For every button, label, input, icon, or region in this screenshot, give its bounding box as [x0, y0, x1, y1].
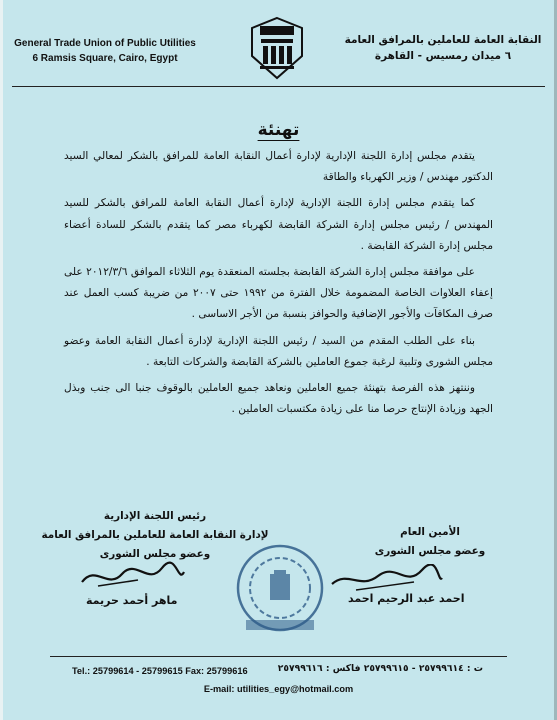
- paragraph-4: بناء على الطلب المقدم من السيد / رئيس اللجنة الإدارية لإدارة أعمال النقابة العامة وعضو مجلس الشورى وتلبية لرغبة جموع العاملين بالشركة القابضة والشركات التابعة .: [64, 334, 493, 368]
- address-english: 6 Ramsis Square, Cairo, Egypt: [32, 53, 178, 64]
- org-name-arabic: النقابة العامة للعاملين بالمرافق العامة: [344, 34, 542, 46]
- paragraph-3: على موافقة مجلس إدارة الشركة القابضة بجلسته المنعقدة يوم الثلاثاء الموافق ٢٠١٢/٣/٦ على إعفاء العلاوات الخاصة المضمومة خلال الفترة من ١٩٩٢ حتى ٢٠٠٧ من ضريبة كسب العمل عند صرف المكافآت والأجور الإضافية والحوافز بنسبة من الأجر الاساسى .: [64, 266, 493, 321]
- secretary-council: وعضو مجلس الشورى: [374, 545, 486, 557]
- chair-name: ماهر أحمد حريمة: [86, 594, 178, 607]
- footer-phone-english: Tel.: 25799614 - 25799615 Fax: 25799616: [72, 666, 248, 676]
- secretary-name: احمد عبد الرحيم احمد: [348, 592, 465, 605]
- secretary-title: الأمين العام: [400, 526, 460, 538]
- footer-email: E-mail: utilities_egy@hotmail.com: [203, 684, 354, 694]
- paragraph-1: يتقدم مجلس إدارة اللجنة الإدارية لإدارة أعمال النقابة العامة للمرافق بالشكر لمعالي السيد الدكتور مهندس / وزير الكهرباء والطاقة: [64, 150, 493, 184]
- chair-title: رئيس اللجنة الإدارية: [103, 510, 207, 522]
- chair-role: لإدارة النقابة العامة للعاملين بالمرافق العامة: [41, 529, 269, 541]
- footer-phone-arabic: ت : ٢٥٧٩٩٦١٤ - ٢٥٧٩٩٦١٥ فاكس : ٢٥٧٩٩٦١٦: [277, 663, 483, 674]
- org-name-english: General Trade Union of Public Utilities: [14, 38, 196, 49]
- chair-council: وعضو مجلس الشورى: [99, 548, 211, 560]
- letter-title: تهنئة: [257, 120, 300, 140]
- address-arabic: ٦ ميدان رمسيس - القاهرة: [374, 50, 512, 62]
- paragraph-2: كما يتقدم مجلس إدارة اللجنة الإدارية لإدارة أعمال النقابة العامة للمرافق بالشكر للسيد المهندس / رئيس مجلس إدارة الشركة القابضة لكهرباء مصر كما يتقدم بالشكر للسادة أعضاء مجلس إدارة الشركة القابضة .: [64, 197, 493, 252]
- paragraph-5: وننتهز هذه الفرصة بتهنئة جميع العاملين ونعاهد جميع العاملين بالوقوف جنبا الى جنب وبذل الجهد وزيادة الإنتاج حرصا منا على زيادة مكتسبات العاملين .: [64, 382, 493, 416]
